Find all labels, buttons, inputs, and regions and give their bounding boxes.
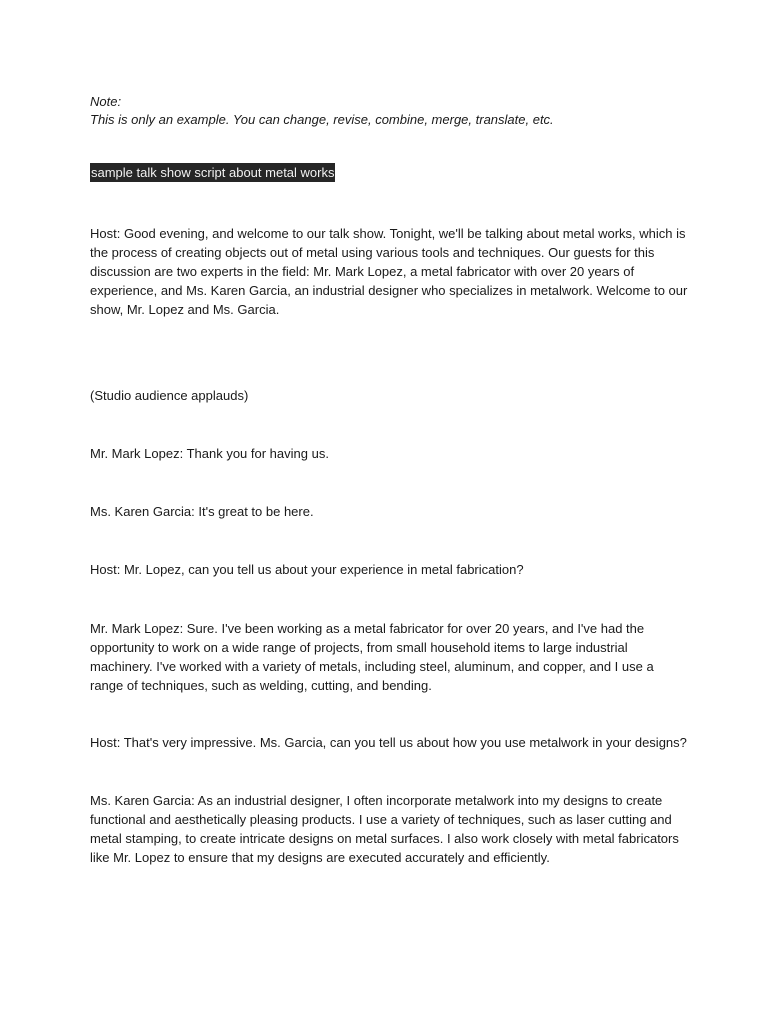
script-paragraph-garcia-answer: Ms. Karen Garcia: As an industrial designer, I often incorporate metalwork into my designs to create functional and aesthetically pleasing products. I use a variety of techniques, such as laser cutting and metal stamping, to create intricate designs on metal surfaces. I also work closely with metal fabricators like Mr. Lopez to ensure that my designs are executed accurately and efficiently. (90, 793, 679, 865)
note-text: This is only an example. You can change, revise, combine, merge, translate, etc. (90, 112, 554, 127)
script-paragraph-garcia-greeting: Ms. Karen Garcia: It's great to be here. (90, 504, 314, 519)
script-paragraph-host-intro: Host: Good evening, and welcome to our talk show. Tonight, we'll be talking about metal works, which is the process of creating objects out of metal using various tools and techniques. Our guests for this discussion are two experts in the field: Mr. Mark Lopez, a metal fabricator with over 20 years of experience, and Ms. Karen Garcia, an industrial designer who specializes in metalwork. Welcome to our show, Mr. Lopez and Ms. Garcia. (90, 226, 688, 317)
highlighted-title: sample talk show script about metal works (91, 165, 335, 180)
script-paragraph-lopez-thanks: Mr. Mark Lopez: Thank you for having us. (90, 446, 329, 461)
note-block (90, 93, 690, 129)
script-paragraph-host-question-lopez: Host: Mr. Lopez, can you tell us about your experience in metal fabrication? (90, 562, 524, 577)
script-paragraph-host-question-garcia: Host: That's very impressive. Ms. Garcia, can you tell us about how you use metalwork in your designs? (90, 735, 687, 750)
script-paragraph-audience-applauds: (Studio audience applauds) (90, 388, 249, 403)
script-paragraph-lopez-answer: Mr. Mark Lopez: Sure. I've been working as a metal fabricator for over 20 years, and I've had the opportunity to work on a wide range of projects, from small household items to large industrial machinery. I've worked with a variety of metals, including steel, aluminum, and copper, and I use a range of techniques, such as welding, cutting, and bending. (90, 621, 654, 693)
note-label: Note: (90, 94, 122, 109)
